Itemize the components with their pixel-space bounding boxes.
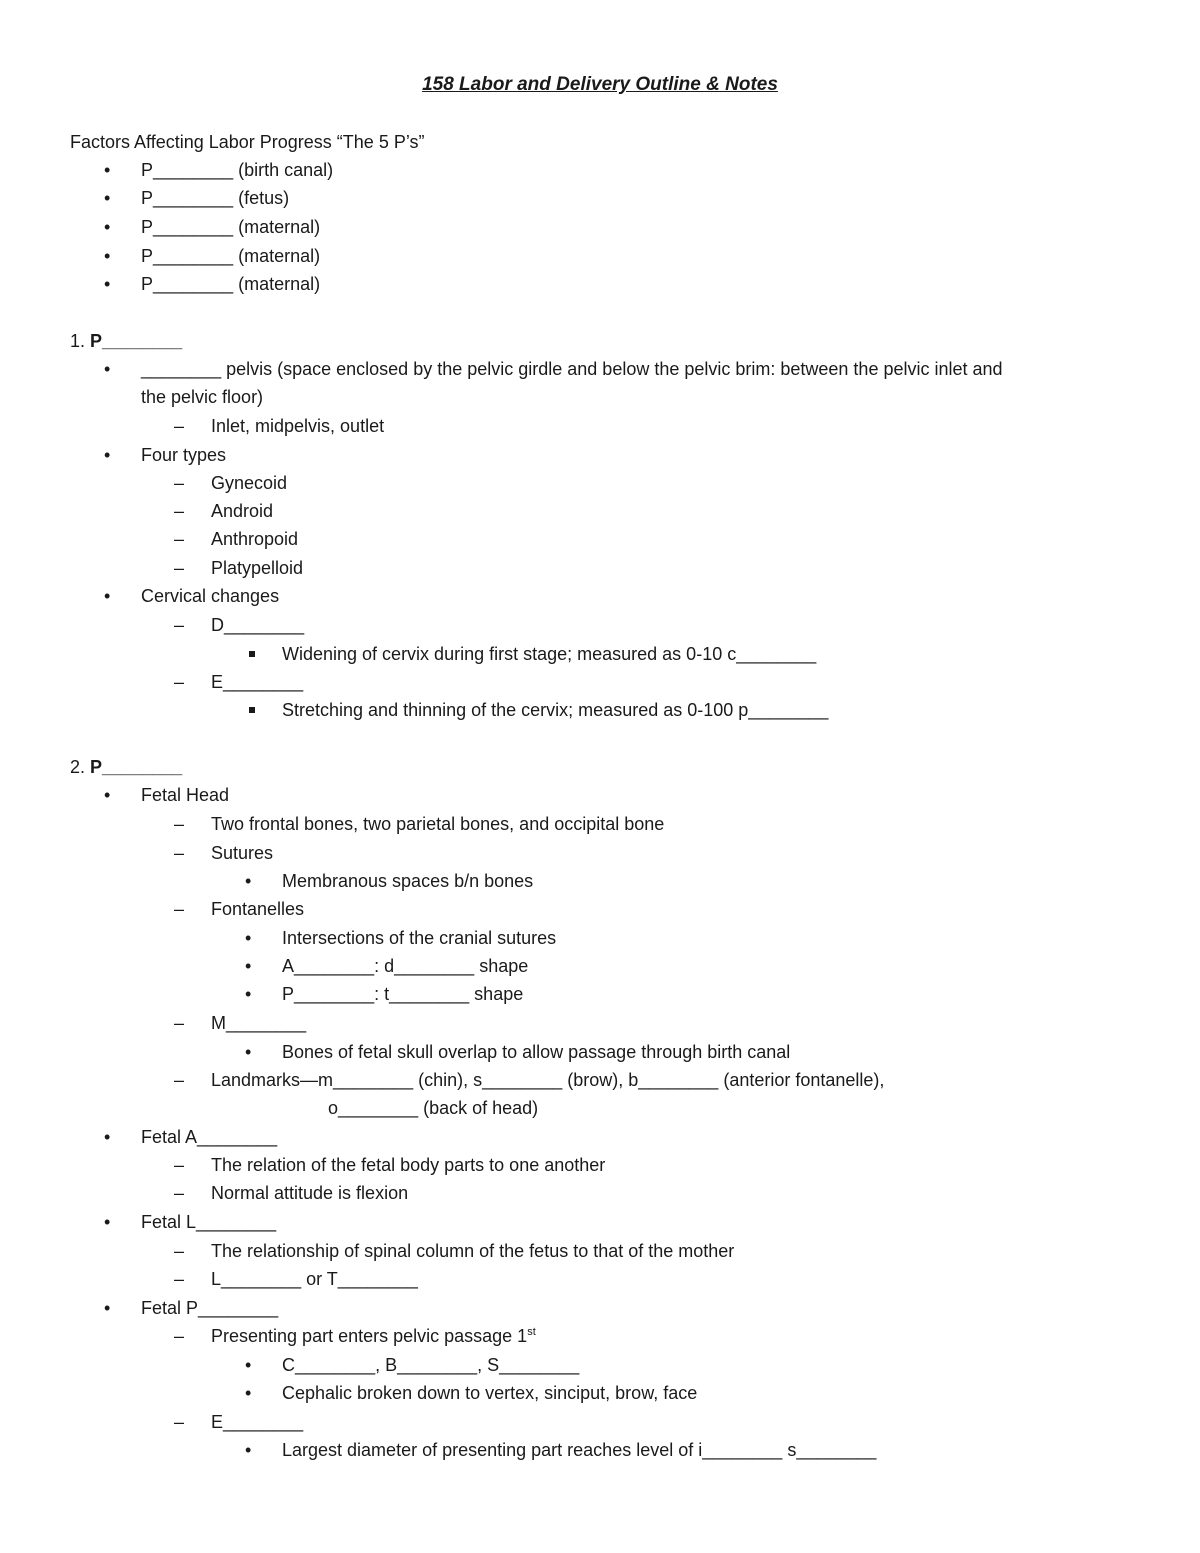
pelvis-type: Anthropoid: [211, 529, 299, 549]
bullet-icon: •: [245, 871, 252, 891]
landmarks-cont: o________ (back of head): [328, 1098, 539, 1118]
dash-icon: –: [174, 1183, 185, 1203]
dash-icon: –: [174, 1269, 185, 1289]
dash-icon: –: [174, 416, 185, 436]
sub-sub-item: A________: d________ shape: [282, 956, 529, 976]
bullet-icon: •: [245, 1440, 252, 1460]
factor-item: P________ (maternal): [141, 217, 321, 237]
dash-icon: –: [174, 1013, 185, 1033]
bullet-icon: •: [245, 1042, 252, 1062]
section-title: P________: [90, 331, 183, 351]
sub-item: Inlet, midpelvis, outlet: [211, 416, 385, 436]
section-2-heading: [70, 756, 182, 778]
dash-icon: –: [174, 1155, 185, 1175]
fetal-presentation: Fetal P________: [141, 1298, 279, 1318]
factor-item: P________ (birth canal): [141, 160, 334, 180]
sub-item: Normal attitude is flexion: [211, 1183, 409, 1203]
effacement-item: E________: [211, 672, 304, 692]
factor-item: P________ (fetus): [141, 188, 290, 208]
bullet-icon: •: [245, 984, 252, 1004]
sub-sub-item: Bones of fetal skull overlap to allow passage through birth canal: [282, 1042, 791, 1062]
sub-item: The relation of the fetal body parts to one another: [211, 1155, 606, 1175]
dash-icon: –: [174, 1412, 185, 1432]
four-types: Four types: [141, 445, 227, 465]
sub-item: The relationship of spinal column of the fetus to that of the mother: [211, 1241, 735, 1261]
dash-icon: –: [174, 672, 185, 692]
sub-sub-item: Cephalic broken down to vertex, sinciput, brow, face: [282, 1383, 698, 1403]
dash-icon: –: [174, 501, 185, 521]
square-bullet-icon: [249, 651, 255, 657]
fetal-head: Fetal Head: [141, 785, 230, 805]
dash-icon: –: [174, 615, 185, 635]
bullet-icon: •: [245, 956, 252, 976]
section-title: P________: [90, 757, 183, 777]
sub-sub-item: Intersections of the cranial sutures: [282, 928, 557, 948]
square-bullet-icon: [249, 707, 255, 713]
section-1-heading: [70, 330, 182, 352]
pelvis-type: Platypelloid: [211, 558, 304, 578]
bullet-icon: •: [104, 785, 111, 805]
fetal-attitude: Fetal A________: [141, 1127, 278, 1147]
bullet-icon: •: [245, 1355, 252, 1375]
dash-icon: –: [174, 1241, 185, 1261]
sub-item: [211, 1325, 536, 1347]
pelvis-type: Gynecoid: [211, 473, 288, 493]
pelvis-type: Android: [211, 501, 274, 521]
bullet-icon: •: [104, 217, 111, 237]
bullet-icon: •: [104, 1298, 111, 1318]
sub-item: M________: [211, 1013, 307, 1033]
factor-item: P________ (maternal): [141, 246, 321, 266]
section-number: 1.: [70, 331, 86, 351]
dash-icon: –: [174, 529, 185, 549]
bullet-icon: •: [245, 1383, 252, 1403]
effacement-desc: Stretching and thinning of the cervix; measured as 0-100 p________: [282, 700, 829, 720]
bullet-icon: •: [245, 928, 252, 948]
factors-heading: Factors Affecting Labor Progress “The 5 P’s”: [70, 132, 425, 152]
dash-icon: –: [174, 1070, 185, 1090]
dash-icon: –: [174, 558, 185, 578]
sub-item: Fontanelles: [211, 899, 305, 919]
sub-sub-item: Largest diameter of presenting part reaches level of i________ s________: [282, 1440, 877, 1460]
dash-icon: –: [174, 899, 185, 919]
factor-item: P________ (maternal): [141, 274, 321, 294]
pelvis-line: ________ pelvis (space enclosed by the pelvic girdle and below the pelvic brim: between the pelvic inlet and: [141, 359, 1003, 379]
dash-icon: –: [174, 843, 185, 863]
bullet-icon: •: [104, 246, 111, 266]
pelvis-line-cont: the pelvic floor): [141, 387, 264, 407]
document-title: 158 Labor and Delivery Outline & Notes: [422, 74, 778, 95]
bullet-icon: •: [104, 274, 111, 294]
bullet-icon: •: [104, 445, 111, 465]
dash-icon: –: [174, 473, 185, 493]
section-number: 2.: [70, 757, 86, 777]
bullet-icon: •: [104, 586, 111, 606]
fetal-lie: Fetal L________: [141, 1212, 277, 1232]
bullet-icon: •: [104, 160, 111, 180]
bullet-icon: •: [104, 1127, 111, 1147]
landmarks: Landmarks—m________ (chin), s________ (brow), b________ (anterior fontanelle),: [211, 1070, 885, 1090]
sub-item: Two frontal bones, two parietal bones, and occipital bone: [211, 814, 665, 834]
cervical-changes: Cervical changes: [141, 586, 280, 606]
sub-item: Sutures: [211, 843, 274, 863]
dash-icon: –: [174, 1326, 185, 1346]
bullet-icon: •: [104, 1212, 111, 1232]
engagement-item: E________: [211, 1412, 304, 1432]
bullet-icon: •: [104, 188, 111, 208]
sub-sub-item: C________, B________, S________: [282, 1355, 580, 1375]
ordinal-superscript: st: [527, 1326, 536, 1338]
dash-icon: –: [174, 814, 185, 834]
sub-sub-item: Membranous spaces b/n bones: [282, 871, 534, 891]
dilation-desc: Widening of cervix during first stage; measured as 0-10 c________: [282, 644, 817, 664]
presenting-part-text: Presenting part enters pelvic passage 1: [211, 1326, 528, 1346]
sub-sub-item: P________: t________ shape: [282, 984, 524, 1004]
dilation-item: D________: [211, 615, 305, 635]
sub-item: L________ or T________: [211, 1269, 418, 1289]
bullet-icon: •: [104, 359, 111, 379]
